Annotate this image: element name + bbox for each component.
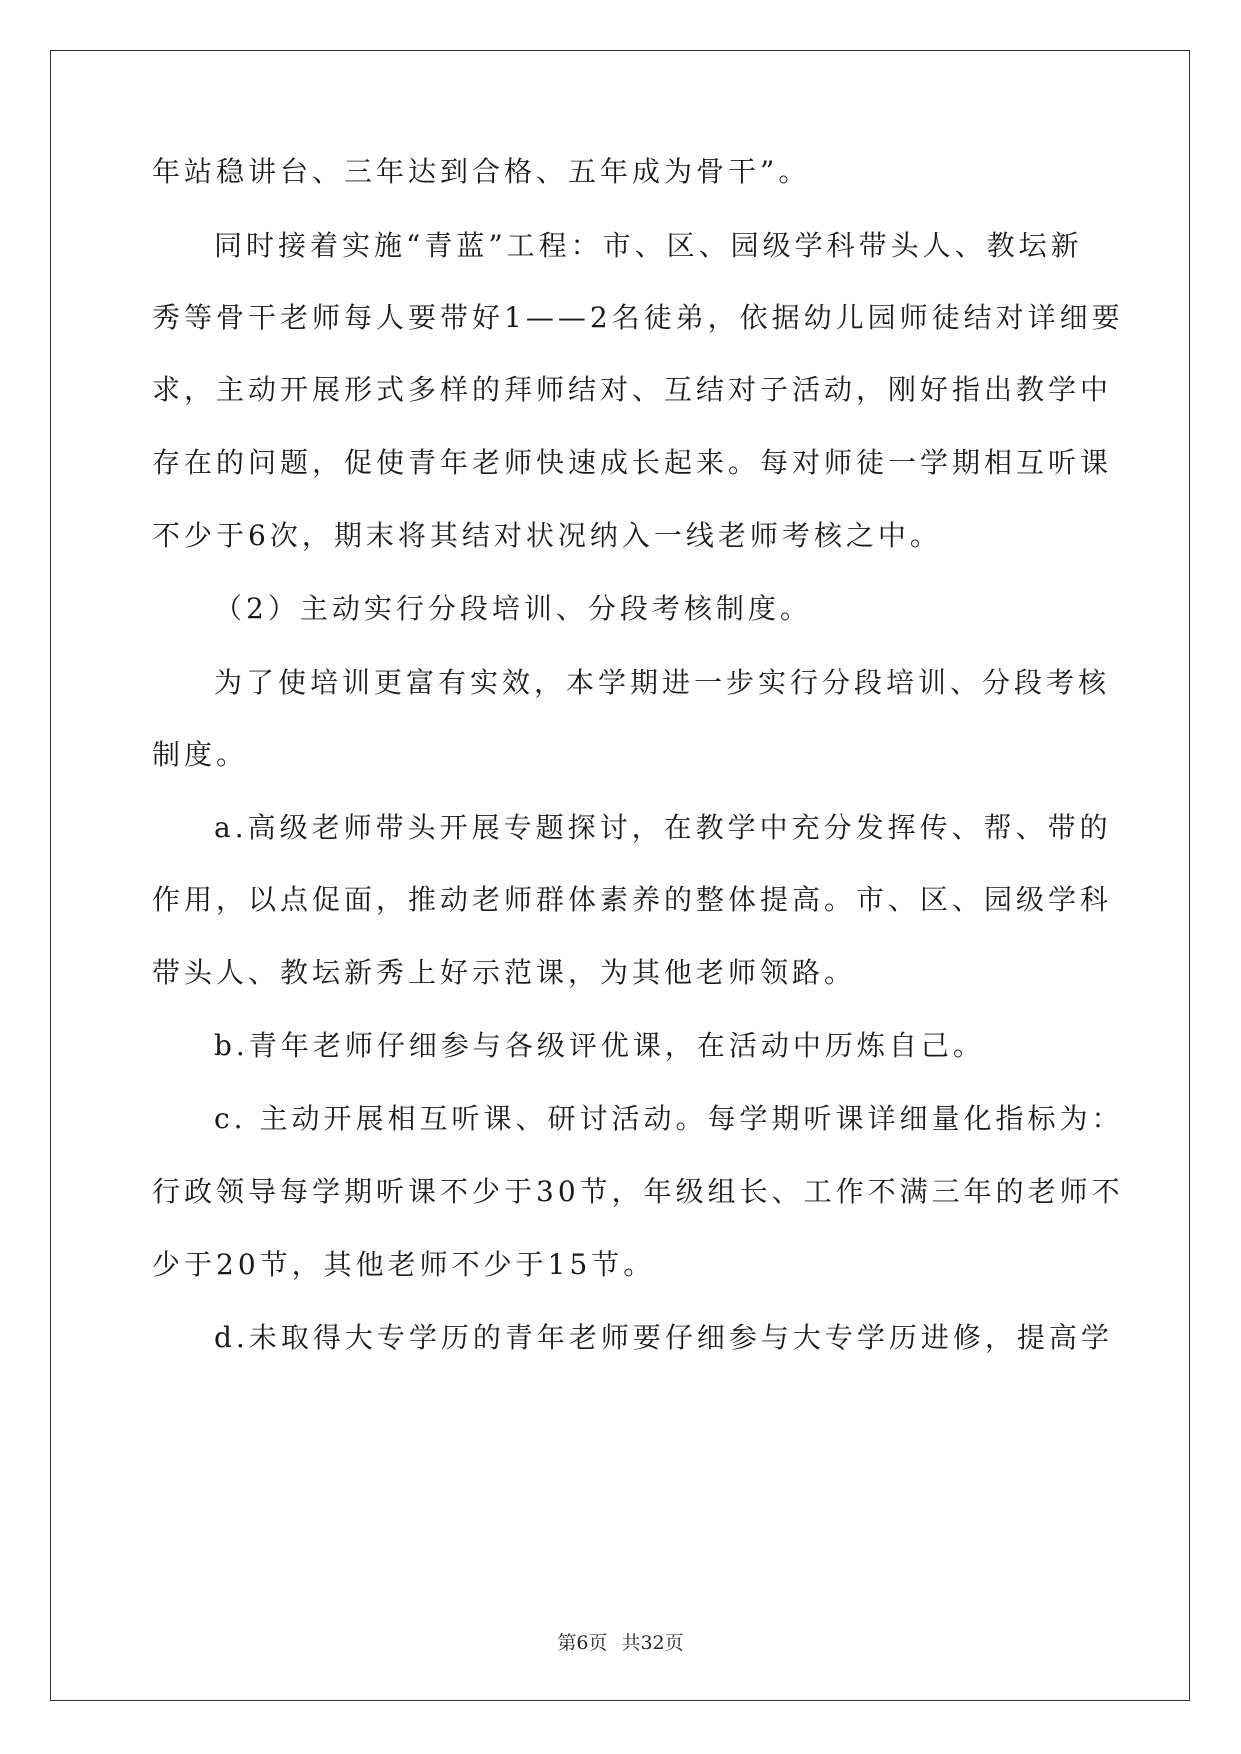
text-line-17: d.未取得大专学历的青年老师要仔细参与大专学历进修，提高学	[214, 1321, 1113, 1354]
text-line-6: 不少于6次，期末将其结对状况纳入一线老师考核之中。	[152, 519, 942, 552]
text-line-13: b.青年老师仔细参与各级评优课，在活动中历炼自己。	[214, 1029, 985, 1062]
text-line-5: 存在的问题，促使青年老师快速成长起来。每对师徒一学期相互听课	[152, 446, 1113, 479]
text-line-7: （2）主动实行分段培训、分段考核制度。	[214, 592, 812, 625]
text-line-12: 带头人、教坛新秀上好示范课，为其他老师领路。	[152, 956, 857, 989]
text-line-10: a.高级老师带头开展专题探讨，在教学中充分发挥传、帮、带的	[214, 811, 1112, 844]
page-number: 第6页	[557, 1632, 608, 1654]
text-line-14: c. 主动开展相互听课、研讨活动。每学期听课详细量化指标为：	[214, 1102, 1124, 1135]
text-line-11: 作用，以点促面，推动老师群体素养的整体提高。市、区、园级学科	[152, 883, 1113, 916]
page-footer	[0, 1631, 1241, 1655]
text-line-3: 秀等骨干老师每人要带好1——2名徒弟，依据幼儿园师徒结对详细要	[152, 301, 1124, 334]
text-line-16: 少于20节，其他老师不少于15节。	[152, 1248, 656, 1281]
text-line-8: 为了使培训更富有实效，本学期进一步实行分段培训、分段考核	[214, 666, 1111, 699]
text-line-2: 同时接着实施“青蓝”工程：市、区、园级学科带头人、教坛新	[214, 229, 1083, 262]
text-line-9: 制度。	[152, 738, 249, 771]
text-line-4: 求，主动开展形式多样的拜师结对、互结对子活动，刚好指出教学中	[152, 373, 1113, 406]
text-line-1: 年站稳讲台、三年达到合格、五年成为骨干”。	[152, 155, 811, 188]
text-line-15: 行政领导每学期听课不少于30节，年级组长、工作不满三年的老师不	[152, 1175, 1124, 1208]
page-total: 共32页	[621, 1632, 684, 1654]
